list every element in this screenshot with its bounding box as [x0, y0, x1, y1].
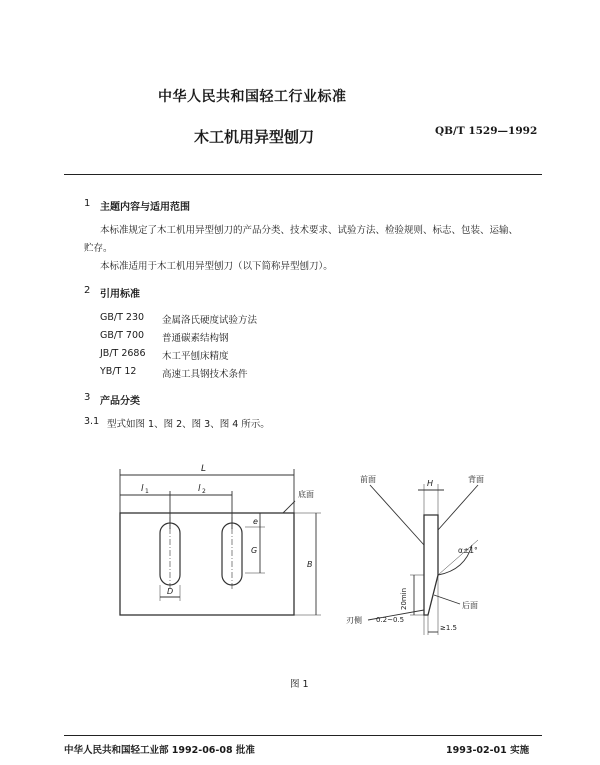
- subsection-3-1-text: 型式如图 1、图 2、图 3、图 4 所示。: [107, 419, 270, 430]
- front-face-label: 前面: [360, 475, 376, 484]
- section-3-heading: 产品分类: [100, 396, 140, 407]
- dim-l1-sub: 1: [145, 488, 149, 495]
- dim-B-label: B: [307, 560, 313, 569]
- section-1-para1-line2: 贮存。: [84, 243, 113, 254]
- edge-label: 刃侧: [346, 616, 362, 625]
- ref-code: YB/T 12: [100, 366, 137, 377]
- approval-info: 中华人民共和国轻工业部 1992-06-08 批准: [64, 745, 255, 756]
- ref-code: GB/T 700: [100, 330, 145, 341]
- figure-front-view: [105, 455, 340, 630]
- ref-name: 金属洛氏硬度试验方法: [162, 315, 258, 326]
- dim-D-label: D: [167, 587, 174, 596]
- rear-face-label: 后面: [462, 601, 478, 610]
- dim-l2-sub: 2: [202, 488, 206, 495]
- tolerance-label: 0.2~0.5: [376, 616, 405, 624]
- standard-title: 木工机用异型刨刀: [194, 128, 315, 146]
- angle-label: α±1°: [458, 546, 478, 555]
- section-1-para1-line1: 本标准规定了木工机用异型刨刀的产品分类、技术要求、试验方法、检验规则、标志、包装、运输、: [100, 225, 519, 236]
- dim-l2-label: l: [198, 484, 201, 494]
- section-2-number: 2: [84, 285, 91, 296]
- section-1-para2: 本标准适用于木工机用异型刨刀（以下简称异型刨刀）。: [100, 261, 333, 272]
- dim-L-label: L: [201, 464, 207, 474]
- ref-name: 高速工具钢技术条件: [162, 369, 248, 380]
- issuer-title: 中华人民共和国轻工行业标准: [158, 89, 347, 105]
- back-face-label: 背面: [468, 475, 484, 484]
- bottom-face-label: 底面: [298, 490, 314, 499]
- figure-caption: 图 1: [290, 679, 309, 690]
- header-rule: [64, 174, 542, 175]
- dim-20min-label: 20min: [400, 587, 408, 610]
- min-thickness-label: ≥1.5: [440, 624, 457, 632]
- effective-date: 1993-02-01 实施: [446, 745, 530, 756]
- figure-side-view: [340, 470, 500, 640]
- section-1-number: 1: [84, 198, 91, 209]
- dim-l1-label: l: [141, 484, 144, 494]
- section-2-heading: 引用标准: [100, 289, 140, 300]
- ref-name: 木工平刨床精度: [162, 351, 229, 362]
- subsection-3-1-number: 3.1: [84, 416, 100, 427]
- dim-H-label: H: [427, 479, 434, 488]
- ref-code: JB/T 2686: [100, 348, 146, 359]
- footer-rule: [64, 735, 542, 736]
- section-3-number: 3: [84, 392, 91, 403]
- dim-e-label: e: [253, 517, 258, 526]
- standard-code: QB/T 1529—1992: [435, 125, 538, 137]
- ref-code: GB/T 230: [100, 312, 145, 323]
- ref-name: 普通碳素结构钢: [162, 333, 229, 344]
- dim-G-label: G: [251, 546, 258, 555]
- section-1-heading: 主题内容与适用范围: [100, 202, 190, 213]
